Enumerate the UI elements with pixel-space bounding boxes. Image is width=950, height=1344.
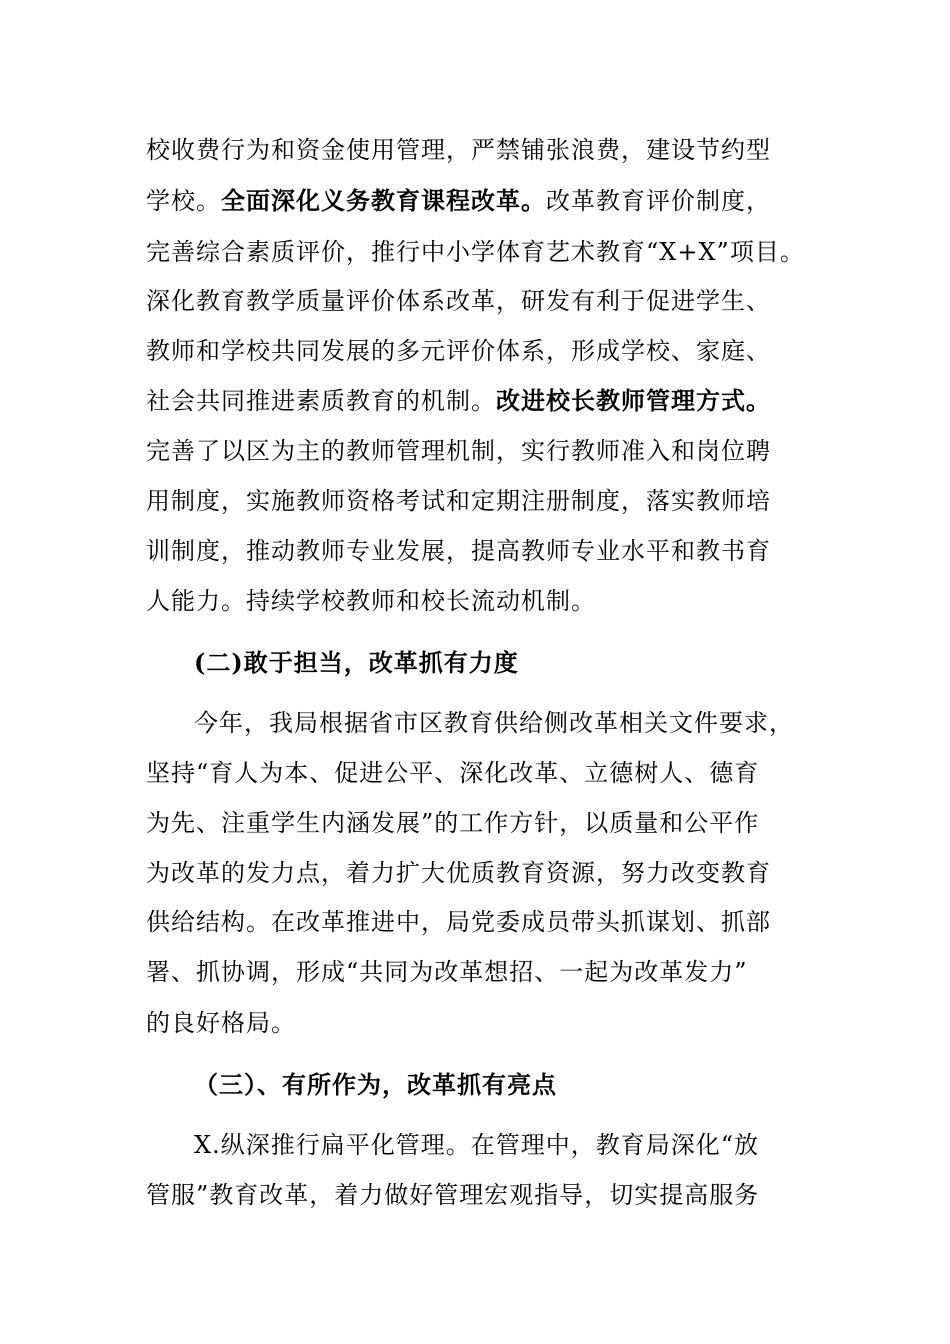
body-line: 的良好格局。 [146, 1009, 296, 1037]
body-line: 用制度，实施教师资格考试和定期注册制度，落实教师培 [146, 487, 771, 515]
body-line: 人能力。持续学校教师和校长流动机制。 [146, 587, 596, 615]
body-line: 校收费行为和资金使用管理，严禁铺张浪费，建设节约型 [146, 136, 771, 164]
body-line: 完善综合素质评价，推行中小学体育艺术教育“X+X”项目。 [146, 238, 805, 266]
body-line [146, 386, 771, 416]
body-line: 教师和学校共同发展的多元评价体系，形成学校、家庭、 [146, 337, 771, 365]
body-text: 社会共同推进素质教育的机制。 [146, 387, 496, 415]
body-line: 供给结构。在改革推进中，局党委成员带头抓谋划、抓部 [146, 908, 771, 936]
body-line: 深化教育教学质量评价体系改革，研发有利于促进学生、 [146, 287, 771, 315]
bold-keyphrase: 改进校长教师管理方式。 [496, 386, 771, 415]
body-text: 改革教育评价制度， [546, 187, 771, 215]
body-line: 署、抓协调，形成“共同为改革想招、一起为改革发力” [146, 958, 748, 986]
bold-keyphrase: 全面深化义务教育课程改革。 [221, 186, 546, 215]
body-line: 管服”教育改革，着力做好管理宏观指导，切实提高服务 [146, 1181, 760, 1209]
body-line: 为改革的发力点，着力扩大优质教育资源，努力改变教育 [146, 859, 771, 887]
body-line: 训制度，推动教师专业发展，提高教师专业水平和教书育 [146, 537, 771, 565]
section-heading: (二)敢于担当，改革抓有力度 [194, 648, 519, 677]
body-line: 今年，我局根据省市区教育供给侧改革相关文件要求， [194, 709, 794, 737]
body-line: 坚持“育人为本、促进公平、深化改革、立德树人、德育 [146, 759, 760, 787]
body-line [146, 186, 771, 216]
body-text: 学校。 [146, 187, 221, 215]
body-line: 完善了以区为主的教师管理机制，实行教师准入和岗位聘 [146, 437, 771, 465]
body-line: 为先、注重学生内涵发展”的工作方针，以质量和公平作 [146, 809, 760, 837]
section-heading: （三）、有所作为，改革抓有亮点 [194, 1070, 557, 1099]
body-line: X.纵深推行扁平化管理。在管理中，教育局深化“放 [194, 1131, 759, 1159]
